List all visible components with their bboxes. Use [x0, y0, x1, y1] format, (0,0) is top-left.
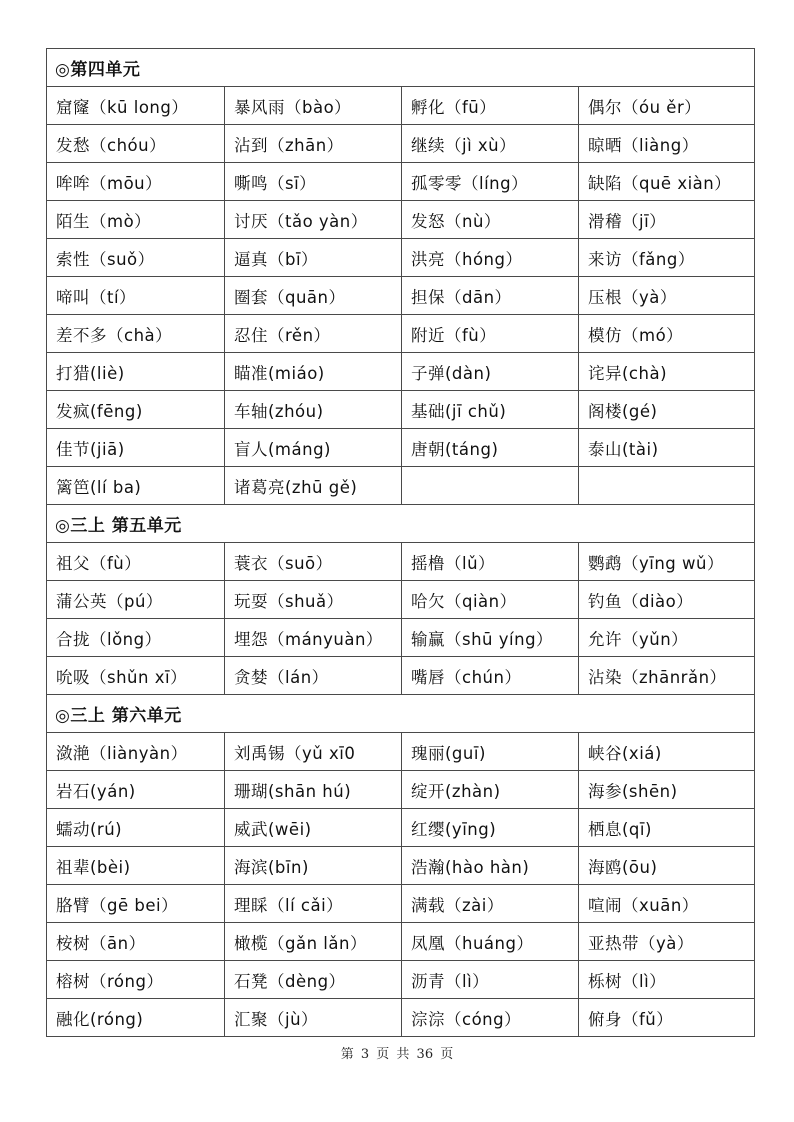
vocab-cell: 祖辈(bèi)	[47, 847, 225, 885]
vocab-cell: 摇橹（lǔ）	[402, 543, 579, 581]
vocab-cell: 子弹(dàn)	[402, 353, 579, 391]
vocab-cell: 基础(jī chǔ)	[402, 391, 579, 429]
table-row	[47, 429, 755, 467]
table-row	[47, 353, 755, 391]
vocab-cell: 担保（dān）	[402, 277, 579, 315]
vocab-cell: 沾染（zhānrǎn）	[579, 657, 755, 695]
vocab-cell: 附近（fù）	[402, 315, 579, 353]
vocab-cell: 瞄准(miáo)	[225, 353, 402, 391]
vocabulary-table-body	[47, 49, 755, 1037]
vocab-cell: 允许（yǔn）	[579, 619, 755, 657]
vocab-cell: 玩耍（shuǎ）	[225, 581, 402, 619]
vocab-cell: 珊瑚(shān hú)	[225, 771, 402, 809]
vocabulary-table	[46, 48, 755, 1037]
vocab-cell: 来访（fǎng）	[579, 239, 755, 277]
vocab-cell: 凤凰（huáng）	[402, 923, 579, 961]
table-row	[47, 885, 755, 923]
table-row	[47, 657, 755, 695]
section-header-row	[47, 505, 755, 543]
section-header-row	[47, 695, 755, 733]
table-row	[47, 771, 755, 809]
section-header-row	[47, 49, 755, 87]
table-row	[47, 467, 755, 505]
vocab-cell: 滑稽（jī）	[579, 201, 755, 239]
table-row	[47, 163, 755, 201]
vocab-cell: 绽开(zhàn)	[402, 771, 579, 809]
section-title: ◎三上 第六单元	[47, 695, 755, 733]
vocab-cell: 发怒（nù）	[402, 201, 579, 239]
table-row	[47, 809, 755, 847]
vocab-cell: 理睬（lí cǎi）	[225, 885, 402, 923]
vocab-cell: 哞哞（mōu）	[47, 163, 225, 201]
vocab-cell: 埋怨（mányuàn）	[225, 619, 402, 657]
vocab-cell: 阁楼(gé)	[579, 391, 755, 429]
table-row	[47, 239, 755, 277]
vocab-cell: 红缨(yīng)	[402, 809, 579, 847]
vocab-cell: 窟窿（kū long）	[47, 87, 225, 125]
table-row	[47, 125, 755, 163]
vocab-cell: 模仿（mó）	[579, 315, 755, 353]
vocab-cell: 沥青（lì）	[402, 961, 579, 999]
vocab-cell: 陌生（mò）	[47, 201, 225, 239]
table-row	[47, 315, 755, 353]
vocab-cell: 海鸥(ōu)	[579, 847, 755, 885]
vocab-cell: 嘶鸣（sī）	[225, 163, 402, 201]
table-row	[47, 201, 755, 239]
vocab-cell: 橄榄（gǎn lǎn）	[225, 923, 402, 961]
table-row	[47, 847, 755, 885]
vocab-cell: 鹦鹉（yīng wǔ）	[579, 543, 755, 581]
table-row	[47, 543, 755, 581]
vocab-cell: 桉树（ān）	[47, 923, 225, 961]
table-row	[47, 923, 755, 961]
vocab-cell: 车轴(zhóu)	[225, 391, 402, 429]
empty-cell	[402, 467, 579, 505]
vocab-cell: 刘禹锡（yǔ xī0	[225, 733, 402, 771]
vocab-cell: 威武(wēi)	[225, 809, 402, 847]
vocab-cell: 继续（jì xù）	[402, 125, 579, 163]
vocab-cell: 蠕动(rú)	[47, 809, 225, 847]
vocab-cell: 汇聚（jù）	[225, 999, 402, 1037]
vocab-cell: 浩瀚(hào hàn)	[402, 847, 579, 885]
table-row	[47, 733, 755, 771]
vocab-cell: 诧异(chà)	[579, 353, 755, 391]
vocab-cell: 佳节(jiā)	[47, 429, 225, 467]
vocab-cell: 俯身（fǔ）	[579, 999, 755, 1037]
vocab-cell: 盲人(máng)	[225, 429, 402, 467]
vocab-cell: 输赢（shū yíng）	[402, 619, 579, 657]
table-row	[47, 619, 755, 657]
page-footer: 第 3 页 共 36 页	[340, 1047, 454, 1062]
vocab-cell: 哈欠（qiàn）	[402, 581, 579, 619]
table-row	[47, 277, 755, 315]
table-row	[47, 391, 755, 429]
vocab-cell: 嘴唇（chún）	[402, 657, 579, 695]
vocab-cell: 胳臂（gē bei）	[47, 885, 225, 923]
vocab-cell: 榕树（róng）	[47, 961, 225, 999]
empty-cell	[579, 467, 755, 505]
vocab-cell: 岩石(yán)	[47, 771, 225, 809]
vocab-cell: 喧闹（xuān）	[579, 885, 755, 923]
table-row	[47, 961, 755, 999]
vocab-cell: 泰山(tài)	[579, 429, 755, 467]
vocab-cell: 讨厌（tǎo yàn）	[225, 201, 402, 239]
vocab-cell: 亚热带（yà）	[579, 923, 755, 961]
vocab-cell: 潋滟（liànyàn）	[47, 733, 225, 771]
vocab-cell: 唐朝(táng)	[402, 429, 579, 467]
vocab-cell: 海滨(bīn)	[225, 847, 402, 885]
vocab-cell: 发疯(fēng)	[47, 391, 225, 429]
vocab-cell: 融化(róng)	[47, 999, 225, 1037]
vocab-cell: 孵化（fū）	[402, 87, 579, 125]
section-title: ◎第四单元	[47, 49, 755, 87]
vocab-cell: 暴风雨（bào）	[225, 87, 402, 125]
vocab-cell: 祖父（fù）	[47, 543, 225, 581]
vocab-cell: 差不多（chà）	[47, 315, 225, 353]
vocab-cell: 钓鱼（diào）	[579, 581, 755, 619]
vocab-cell: 蒲公英（pú）	[47, 581, 225, 619]
vocab-cell: 发愁（chóu）	[47, 125, 225, 163]
vocab-cell: 偶尔（óu ěr）	[579, 87, 755, 125]
vocab-cell: 洪亮（hóng）	[402, 239, 579, 277]
vocab-cell: 合拢（lǒng）	[47, 619, 225, 657]
vocab-cell: 栖息(qī)	[579, 809, 755, 847]
table-row	[47, 87, 755, 125]
vocab-cell: 海参(shēn)	[579, 771, 755, 809]
vocab-cell: 篱笆(lí ba)	[47, 467, 225, 505]
vocab-cell: 石凳（dèng）	[225, 961, 402, 999]
vocab-cell: 逼真（bī）	[225, 239, 402, 277]
vocab-cell: 蓑衣（suō）	[225, 543, 402, 581]
vocab-cell: 贪婪（lán）	[225, 657, 402, 695]
vocab-cell: 忍住（rěn）	[225, 315, 402, 353]
vocab-cell: 圈套（quān）	[225, 277, 402, 315]
vocab-cell: 啼叫（tí）	[47, 277, 225, 315]
vocab-cell: 栎树（lì）	[579, 961, 755, 999]
table-row	[47, 581, 755, 619]
table-row	[47, 999, 755, 1037]
vocab-cell: 打猎(liè)	[47, 353, 225, 391]
vocab-cell: 峡谷(xiá)	[579, 733, 755, 771]
vocab-cell: 沾到（zhān）	[225, 125, 402, 163]
vocab-cell: 索性（suǒ）	[47, 239, 225, 277]
vocab-cell: 吮吸（shǔn xī）	[47, 657, 225, 695]
vocab-cell: 缺陷（quē xiàn）	[579, 163, 755, 201]
vocab-cell: 压根（yà）	[579, 277, 755, 315]
vocab-cell: 淙淙（cóng）	[402, 999, 579, 1037]
vocab-cell: 瑰丽(guī)	[402, 733, 579, 771]
vocab-cell: 满载（zài）	[402, 885, 579, 923]
vocab-cell: 晾晒（liàng）	[579, 125, 755, 163]
vocab-cell: 诸葛亮(zhū gě)	[225, 467, 402, 505]
vocab-cell: 孤零零（líng）	[402, 163, 579, 201]
section-title: ◎三上 第五单元	[47, 505, 755, 543]
